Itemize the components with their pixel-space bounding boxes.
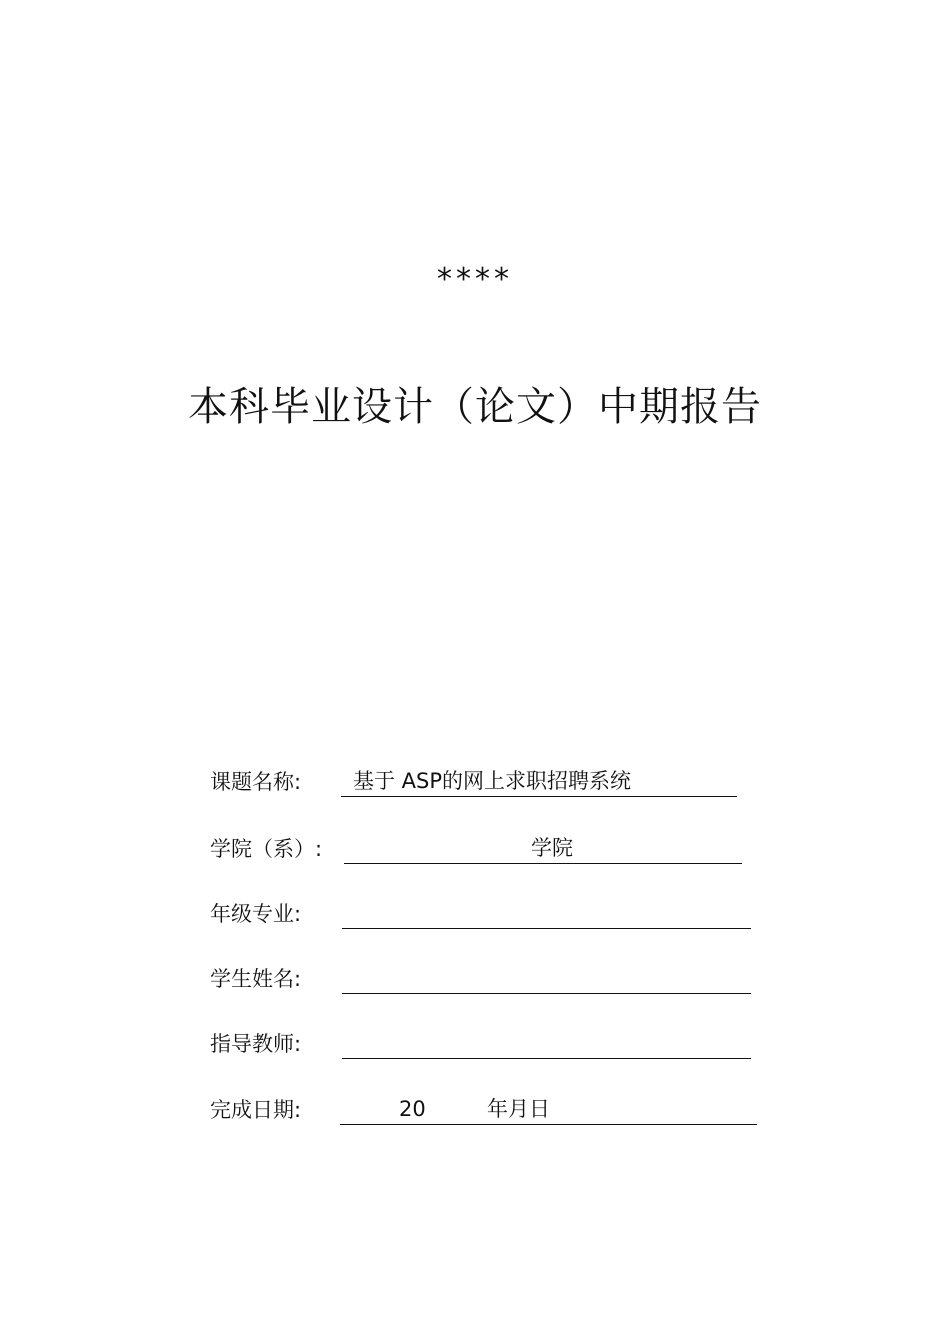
field-completion-date-suffix: 年月日 [487,1097,550,1121]
field-topic-label: 课题名称: [210,770,302,794]
field-grade-major-label: 年级专业: [210,902,302,926]
field-completion-date-year-prefix: 20 [399,1097,426,1121]
field-topic-value: 基于 ASP的网上求职招聘系统 [353,769,632,793]
field-advisor-label: 指导教师: [210,1032,302,1056]
field-grade-major-underline [342,899,751,929]
field-advisor-underline [342,1029,751,1059]
field-college-value: 学院 [531,836,573,860]
field-student-name-underline [342,964,751,994]
field-completion-date-label: 完成日期: [210,1098,302,1122]
report-title: 本科毕业设计（论文）中期报告 [188,384,762,430]
field-college-label: 学院（系）: [210,837,323,861]
institution-name: **** [437,262,513,297]
field-student-name-label: 学生姓名: [210,967,302,991]
